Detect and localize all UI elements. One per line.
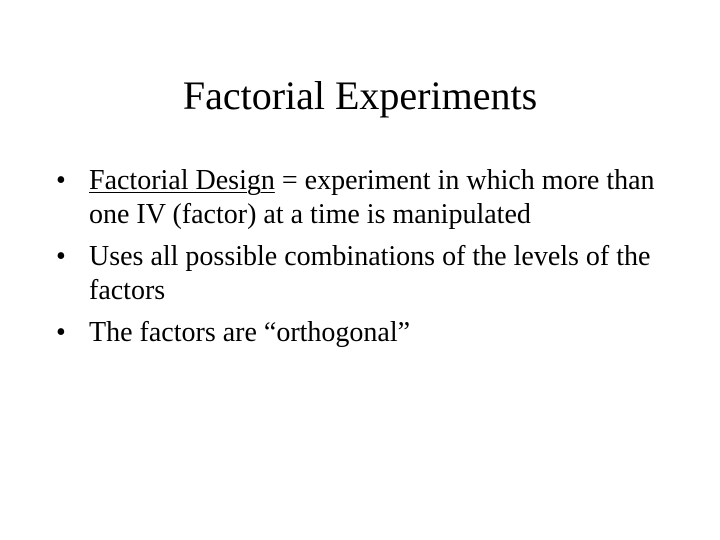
bullet-list	[56, 164, 666, 358]
bullet-item-factorial-design	[56, 164, 666, 232]
term-factorial-design: Factorial Design	[89, 165, 275, 196]
bullet-item-combinations	[56, 240, 666, 308]
bullet-marker: •	[56, 317, 66, 348]
bullet-marker: •	[56, 241, 66, 272]
bullet-text: = experiment in which more than one IV (factor) at a time is manipulated	[89, 165, 655, 230]
bullet-text: The factors are “orthogonal”	[89, 317, 411, 348]
slide-title: Factorial Experiments	[182, 73, 538, 118]
bullet-marker: •	[56, 165, 66, 196]
bullet-item-orthogonal	[56, 316, 666, 350]
bullet-text: Uses all possible combinations of the levels of the factors	[89, 241, 651, 306]
